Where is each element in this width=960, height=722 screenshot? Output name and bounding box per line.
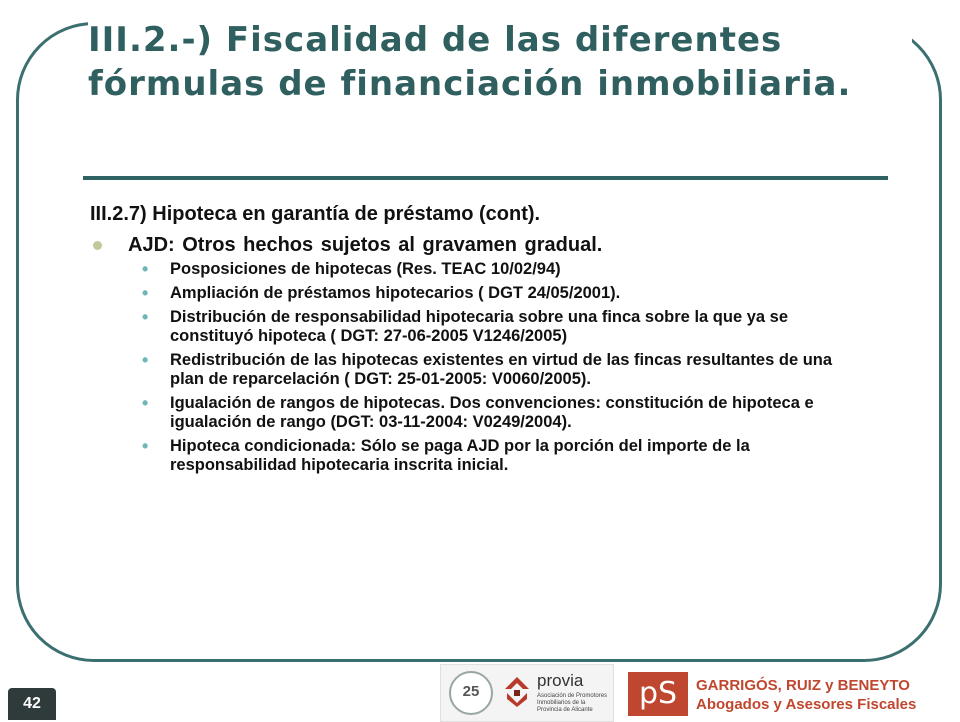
sub-item-text: Posposiciones de hipotecas (Res. TEAC 10/02/94) [170,260,561,278]
firm-subtitle: Abogados y Asesores Fiscales [696,696,917,713]
round-bullet-icon [93,241,102,250]
firm-name: GARRIGÓS, RUIZ y BENEYTO [696,677,910,694]
provia-subtitle: Asociación de Promotores Inmobiliarios de la Provincia de Alicante [537,693,608,713]
dot-bullet-icon: • [142,259,149,279]
dot-bullet-icon: • [142,393,149,413]
sub-item [90,351,850,389]
dot-bullet-icon: • [142,283,149,303]
sub-item-text: Hipoteca condicionada: Sólo se paga AJD por la porción del importe de la responsabilidad hipotecaria inscrita inicial. [170,437,750,474]
page-number: 42 [8,688,56,720]
title-divider [83,176,888,180]
slide-title [88,18,912,106]
sub-item [90,308,850,346]
sub-item [90,437,850,475]
sub-item [90,260,850,279]
slide-body [90,200,850,480]
sub-item-list [90,260,850,475]
sub-item [90,284,850,303]
slide-title-line-1: III.2.-) Fiscalidad de las diferentes [88,20,783,60]
seal-number: 25 [462,683,480,700]
anniversary-seal-icon [449,671,493,715]
slide-title-line-2: fórmulas de financiación inmobiliaria. [88,64,852,104]
firm-logo-icon: pS [628,672,688,716]
provia-name: provia [537,671,584,690]
sponsor-logos [440,664,614,722]
sub-item [90,394,850,432]
level1-item [90,232,850,258]
dot-bullet-icon: • [142,436,149,456]
sub-item-text: Redistribución de las hipotecas existentes en virtud de las fincas resultantes de una plan de reparcelación ( DGT: 25-01-2005: V0060/2005). [170,351,833,388]
sub-item-text: Ampliación de préstamos hipotecarios ( DGT 24/05/2001). [170,284,621,302]
provia-logo-icon [503,675,531,709]
section-heading: III.2.7) Hipoteca en garantía de préstamo (cont). [90,203,541,225]
dot-bullet-icon: • [142,307,149,327]
level1-item-text: AJD: Otros hechos sujetos al gravamen gradual. [128,234,603,256]
sub-item-text: Distribución de responsabilidad hipotecaria sobre una finca sobre la que ya se constituyó hipoteca ( DGT: 27-06-2005 V1246/2005) [170,308,789,345]
dot-bullet-icon: • [142,350,149,370]
sub-item-text: Igualación de rangos de hipotecas. Dos convenciones: constitución de hipoteca e igualación de rango (DGT: 03-11-2004: V0249/2004). [170,394,814,431]
